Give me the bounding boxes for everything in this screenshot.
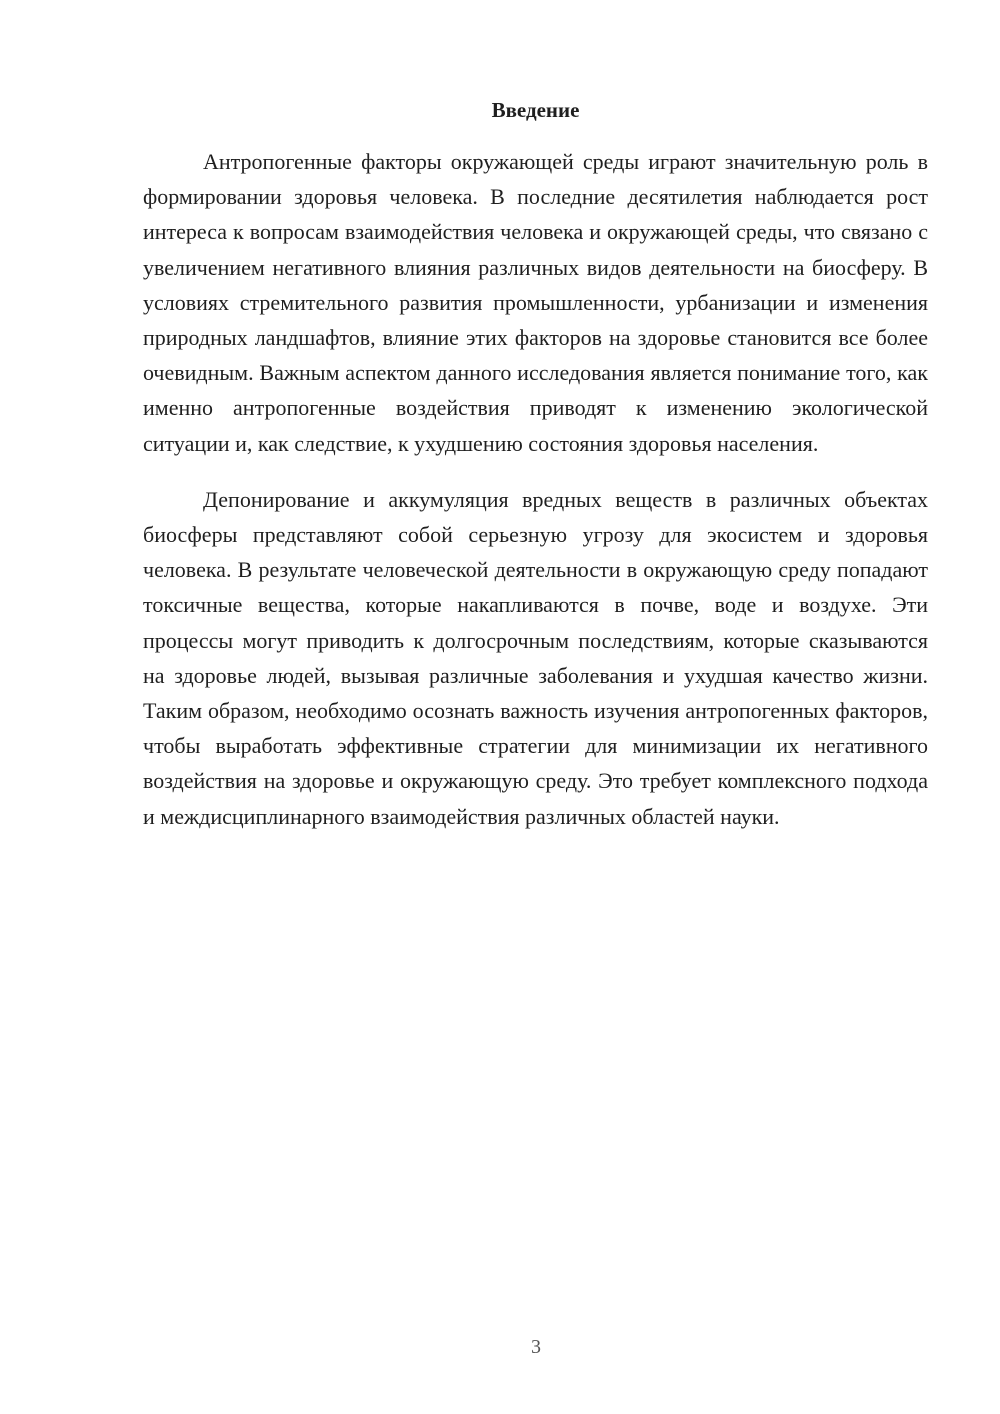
paragraph-2: Депонирование и аккумуляция вредных веществ в различных объектах биосферы представляют собой серьезную угрозу для экосистем и здоровья человека. В результате человеческой деятельности в окружающую среду попадают токсичные вещества, которые накапливаются в почве, воде и воздухе. Эти процессы могут приводить к долгосрочным последствиям, которые сказываются на здоровье людей, вызывая различные заболевания и ухудшая качество жизни. Таким образом, необходимо осознать важность изучения антропогенных факторов, чтобы выработать эффективные стратегии для минимизации их негативного воздействия на здоровье и окружающую среду. Это требует комплексного подхода и междисциплинарного взаимодействия различных областей науки. [143,486,928,829]
page-number: 3 [531,1336,541,1358]
section-heading: Введение [491,98,580,122]
page-content [143,94,928,834]
paragraph-1: Антропогенные факторы окружающей среды играют значительную роль в формировании здоровья человека. В последние десятилетия наблюдается рост интереса к вопросам взаимодействия человека и окружающей среды, что связано с увеличением негативного влияния различных видов деятельности на биосферу. В условиях стремительного развития промышленности, урбанизации и изменения природных ландшафтов, влияние этих факторов на здоровье становится все более очевидным. Важным аспектом данного исследования является понимание того, как именно антропогенные воздействия приводят к изменению экологической ситуации и, как следствие, к ухудшению состояния здоровья населения. [143,149,928,456]
